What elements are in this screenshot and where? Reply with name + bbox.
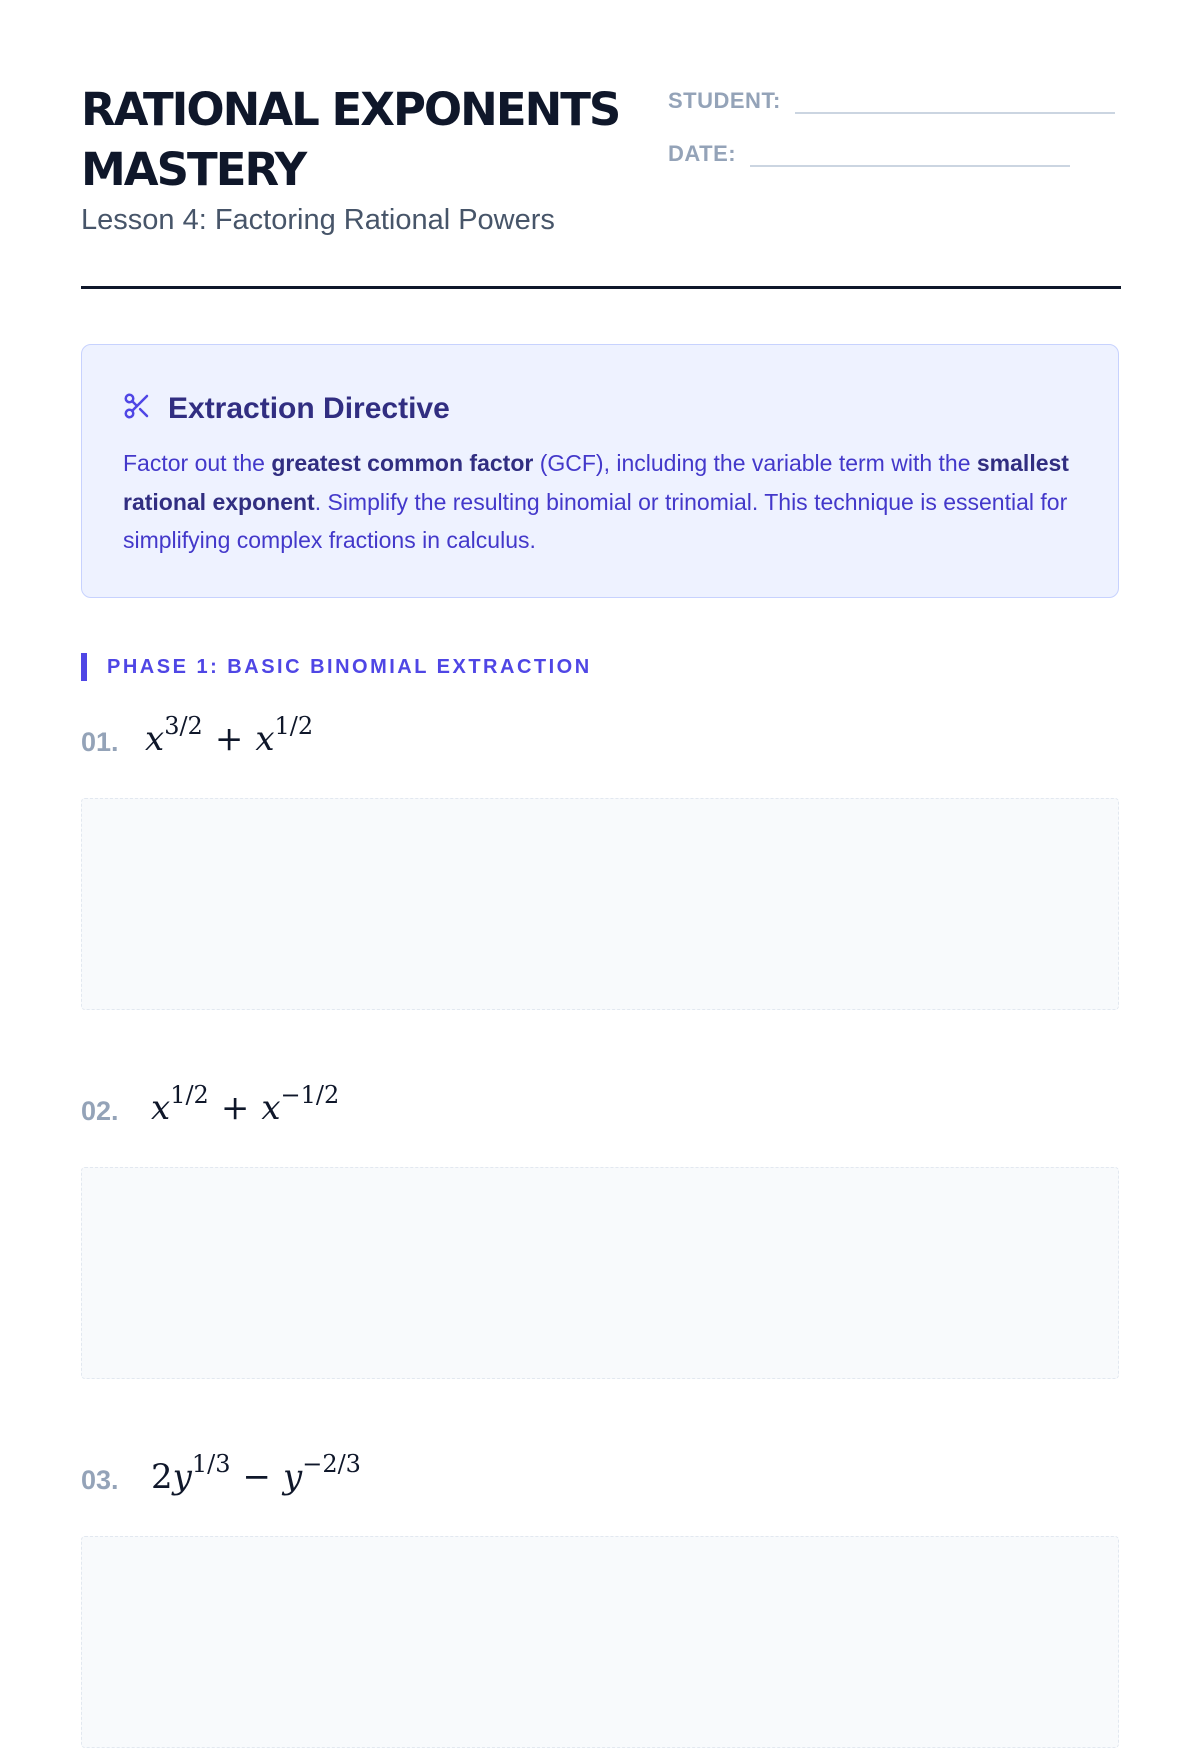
directive-text-part: . Simplify the resulting binomial or trinomial. This technique is essential for simplifying complex fractions in calculus. (123, 488, 1068, 553)
exponent: −2/3 (302, 1450, 361, 1478)
student-field[interactable] (668, 86, 1115, 114)
problem-expression (145, 712, 314, 759)
problem-number: 03. (81, 1465, 119, 1495)
variable: x (151, 1088, 171, 1128)
variable: x (255, 719, 275, 759)
exponent: −1/2 (280, 1081, 340, 1109)
exponent: 1/2 (170, 1081, 209, 1109)
problem-expression (151, 1081, 340, 1128)
answer-area[interactable] (81, 1536, 1119, 1748)
problem-expression (151, 1450, 361, 1497)
directive-title: Extraction Directive (168, 391, 450, 425)
exponent: 3/2 (164, 712, 203, 740)
variable: x (145, 719, 165, 759)
date-line[interactable] (750, 139, 1070, 167)
directive-text-part: (GCF), including the variable term with the (533, 450, 977, 476)
answer-area[interactable] (81, 798, 1119, 1010)
student-label: STUDENT: (668, 88, 781, 113)
scissors-icon (122, 391, 168, 426)
problem-number: 02. (81, 1096, 119, 1126)
problem-number: 01. (81, 727, 119, 757)
section-heading (81, 653, 592, 681)
exponent: 1/2 (274, 712, 314, 740)
directive-text-part: Factor out the (123, 450, 272, 476)
date-field[interactable] (668, 139, 1070, 167)
student-name-line[interactable] (795, 86, 1115, 114)
variable: x (261, 1088, 281, 1128)
answer-area[interactable] (81, 1167, 1119, 1379)
page-title: RATIONAL EXPONENTS MASTERY (81, 83, 620, 196)
directive-emphasis-exponent: smallest rational exponent (123, 450, 1069, 515)
directive-box (81, 344, 1119, 598)
exponent: 1/3 (191, 1450, 231, 1478)
variable: y (172, 1457, 192, 1497)
variable: y (282, 1457, 303, 1497)
date-label: DATE: (668, 141, 737, 166)
lesson-subtitle: Lesson 4: Factoring Rational Powers (81, 204, 555, 236)
worksheet-header (81, 80, 1121, 250)
directive-header (122, 391, 450, 426)
coefficient: 2 (151, 1457, 173, 1497)
section-accent-bar (81, 653, 87, 681)
header-divider (81, 286, 1121, 289)
operator: + (220, 1088, 250, 1128)
section-label: PHASE 1: BASIC BINOMIAL EXTRACTION (107, 655, 592, 678)
directive-text (123, 444, 1083, 560)
operator: − (242, 1457, 271, 1497)
operator: + (214, 719, 244, 759)
directive-emphasis-gcf: greatest common factor (271, 450, 534, 476)
